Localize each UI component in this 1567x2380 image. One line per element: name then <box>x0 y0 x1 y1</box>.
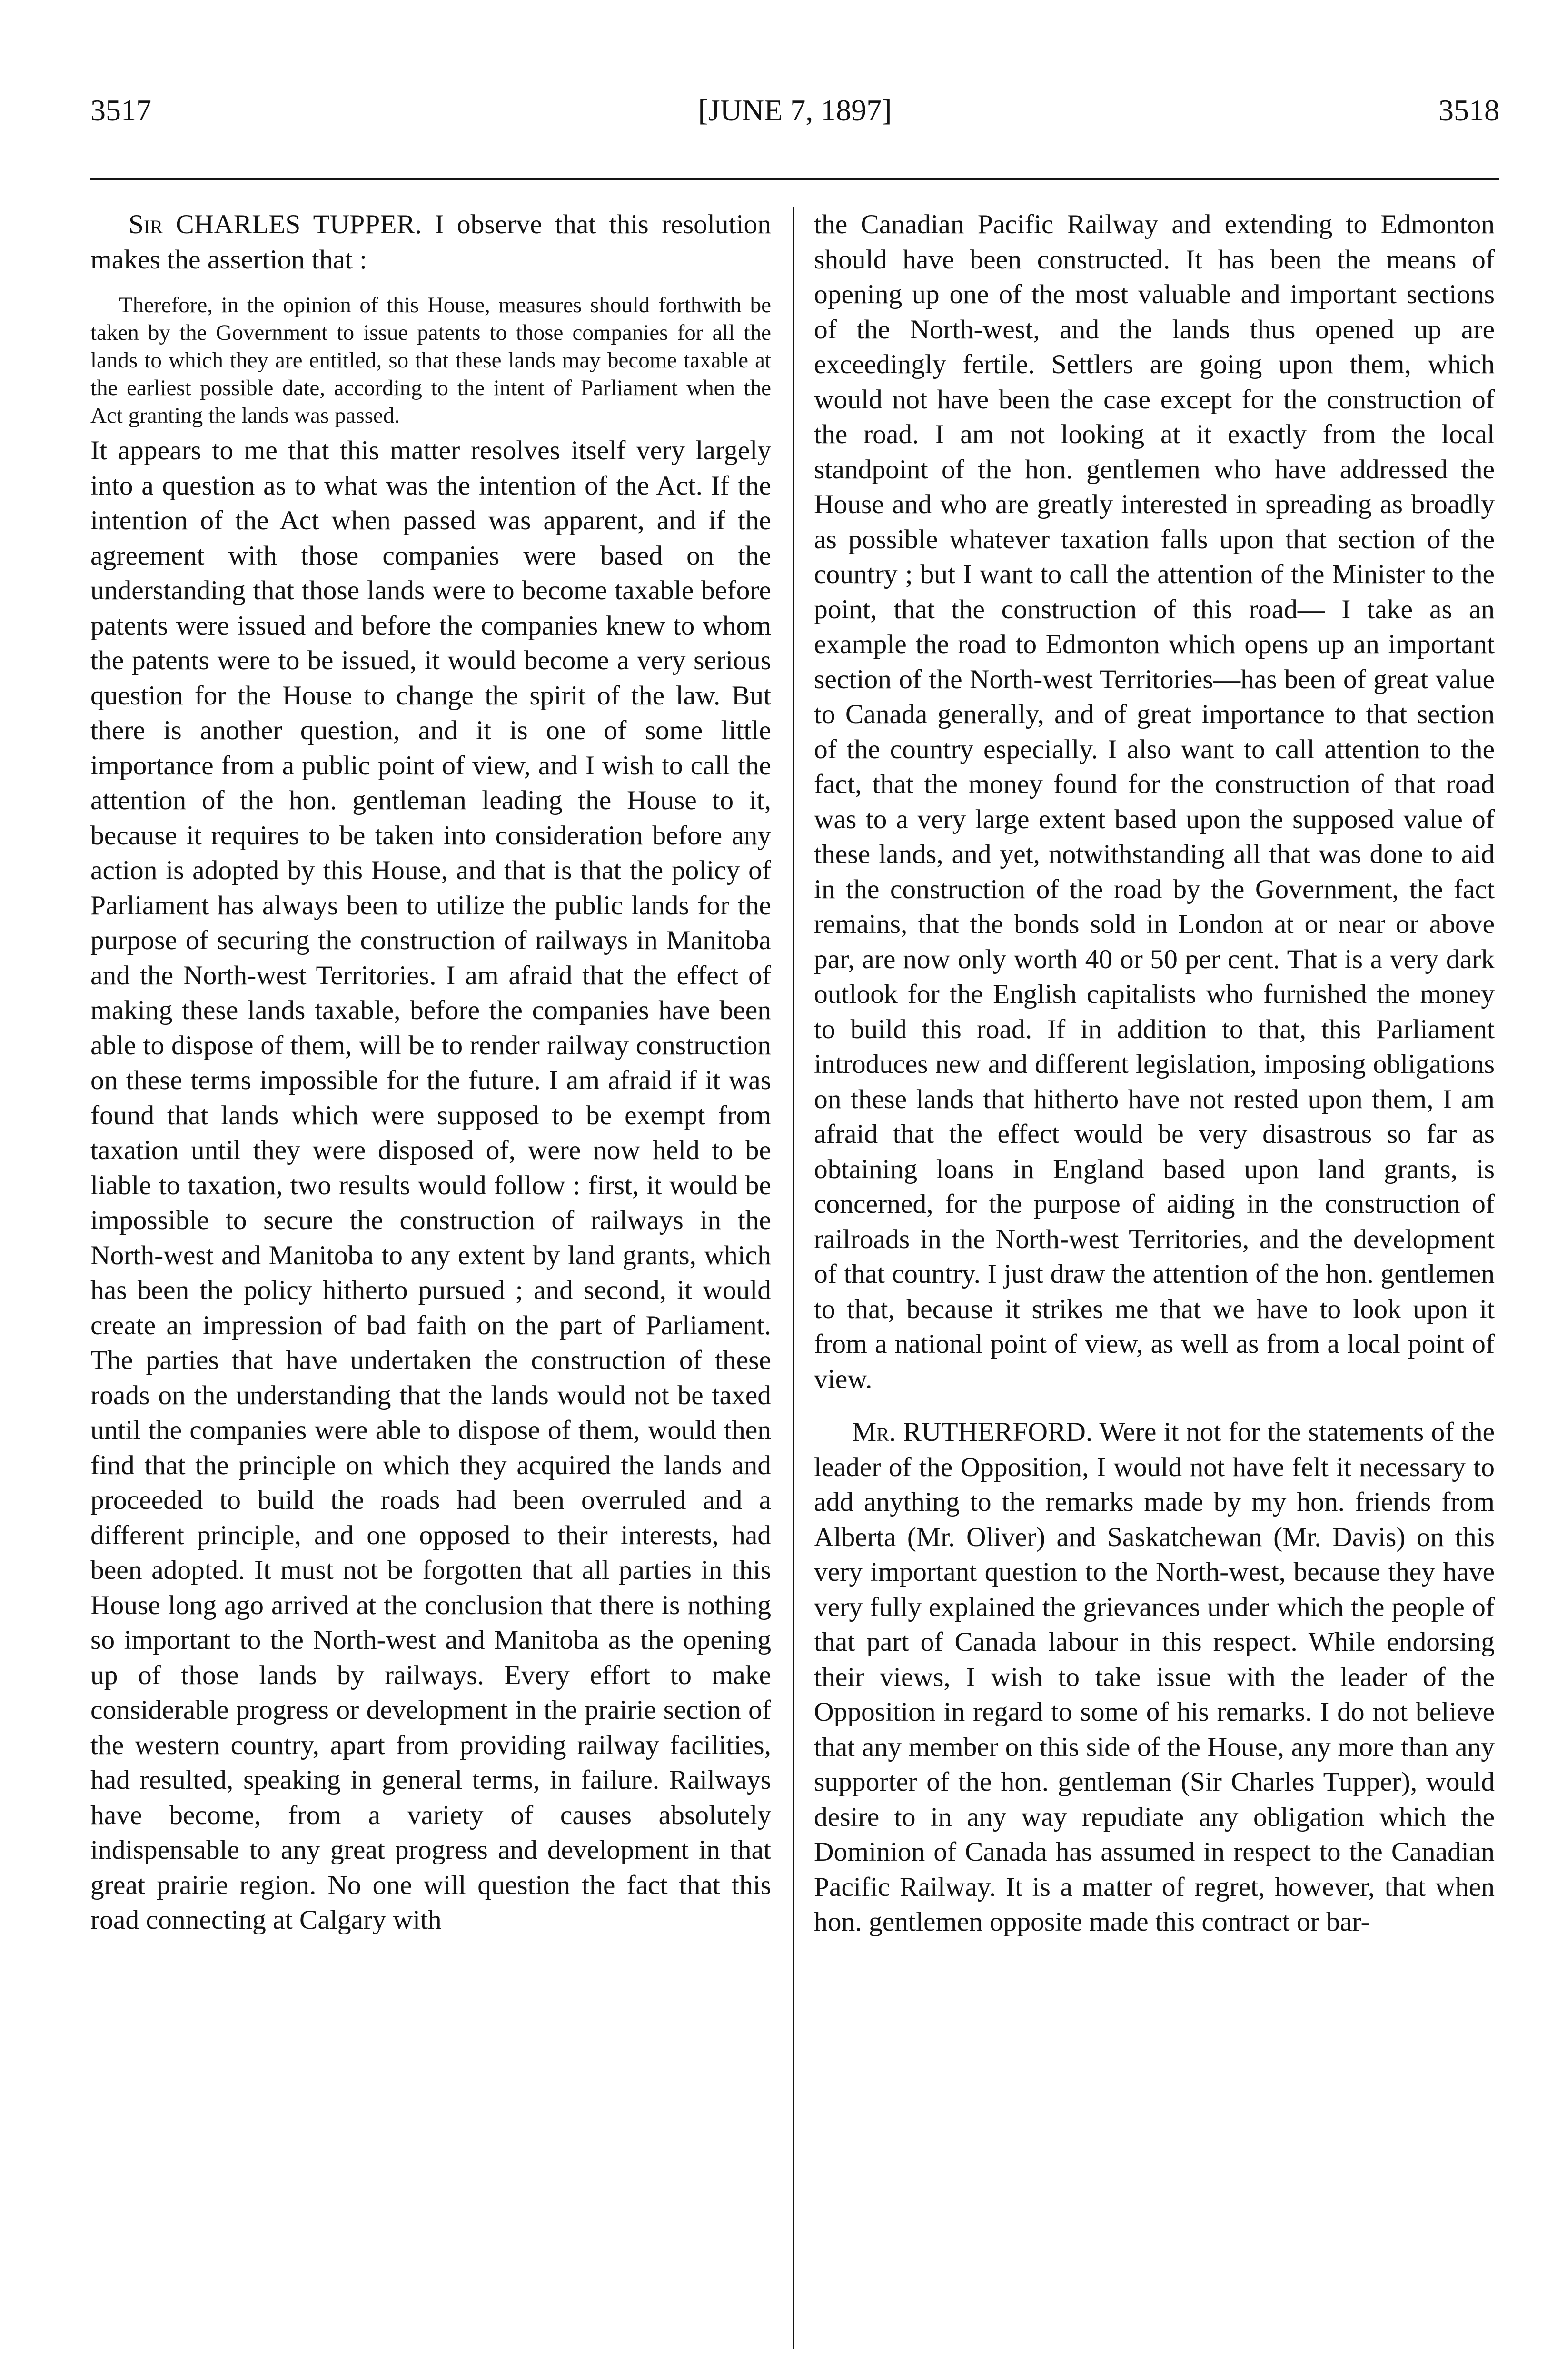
column-divider <box>793 207 794 2349</box>
paragraph-text: Were it not for the statements of the leader of the Opposition, I would not have felt it necessary to add anything to the remarks made by my hon. friends from Alberta (Mr. Oliver) and Saskatchewan (Mr. Davis) on this very important question to the North-west, because they have very fully explained the grievances under which the people of that part of Canada labour in this respect. While endorsing their views, I wish to take issue with the leader of the Opposition in regard to some of his remarks. I do not believe that any member on this side of the House, any more than any supporter of the hon. gentleman (Sir Charles Tupper), would desire to in any way repudiate any obligation which the Dominion of Canada has assumed in respect to the Canadian Pacific Railway. It is a matter of regret, however, that when hon. gentlemen opposite made this contract or bar- <box>814 1417 1495 1937</box>
text-columns <box>90 207 1499 2349</box>
page-number-left: 3517 <box>90 93 151 127</box>
page-number-right: 3518 <box>1438 93 1499 127</box>
paragraph-text: I observe that this resolution makes the assertion that : <box>90 209 771 275</box>
tupper-continued-paragraph: the Canadian Pacific Railway and extending to Edmonton should have been constructed. It has been the means of opening up one of the most valuable and important sections of the North-west, and the lands thus opened up are exceedingly fertile. Settlers are going upon them, which would not have been the case except for the construction of the road. I am not looking at it exactly from the local standpoint of the hon. gentlemen who have addressed the House and who are greatly interested in spreading as broadly as possible whatever taxation falls upon that section of the country ; but I want to call the attention of the Minister to the point, that the construction of this road— I take as an example the road to Edmonton which opens up an important section of the North-west Territories—has been of great value to Canada generally, and of great importance to that section of the country especially. I also want to call attention to the fact, that the money found for the construction of that road was to a very large extent based upon the supposed value of these lands, and yet, notwithstanding all that was done to aid in the construction of the road by the Government, the fact remains, that the bonds sold in London at or near or above par, are now only worth 40 or 50 per cent. That is a very dark outlook for the English capitalists who furnished the money to build this road. If in addition to that, this Parliament introduces new and different legislation, imposing obligations on these lands that hitherto have not rested upon them, I am afraid that the effect would be very disastrous so far as obtaining loans in England based upon land grants, is concerned, for the purpose of aiding in the construction of railroads in the North-west Territories, and the development of that country. I just draw the attention of the hon. gentlemen to that, because it strikes me that we have to look upon it from a national point of view, as well as from a local point of view. <box>814 209 1495 1394</box>
right-column <box>814 207 1495 2349</box>
tupper-intro-paragraph <box>90 207 771 277</box>
speaker-name: Sir CHARLES TUPPER. <box>129 209 422 239</box>
header-date: [JUNE 7, 1897] <box>698 93 892 127</box>
rutherford-paragraph <box>814 1415 1495 1940</box>
left-column <box>90 207 771 2349</box>
hansard-page <box>90 93 1499 2359</box>
resolution-quote: Therefore, in the opinion of this House, measures should forthwith be taken by the Government to issue patents to those companies for all the lands to which they are entitled, so that these lands may become taxable at the earliest possible date, according to the intent of Parliament when the Act granting the lands was passed. <box>90 293 771 428</box>
tupper-body-paragraph: It appears to me that this matter resolves itself very largely into a question as to what was the intention of the Act. If the intention of the Act when passed was apparent, and if the agreement with those companies were based on the understanding that those lands were to become taxable before patents were issued and before the companies knew to whom the patents were to be issued, it would become a very serious question for the House to change the spirit of the law. But there is another question, and it is one of some little importance from a public point of view, and I wish to call the attention of the hon. gentleman leading the House to it, because it requires to be taken into consideration before any action is adopted by this House, and that is that the policy of Parliament has always been to utilize the public lands for the purpose of securing the construction of railways in Manitoba and the North-west Territories. I am afraid that the effect of making these lands taxable, before the companies have been able to dispose of them, will be to render railway construction on these terms impossible for the future. I am afraid if it was found that lands which were supposed to be exempt from taxation until they were disposed of, were now held to be liable to taxation, two results would follow : first, it would be impossible to secure the construction of railways in the North-west and Manitoba to any extent by land grants, which has been the policy hitherto pursued ; and second, it would create an impression of bad faith on the part of Parliament. The parties that have undertaken the construction of these roads on the understanding that the lands would not be taxed until the companies were able to dispose of them, would then find that the principle on which they acquired the lands and proceeded to build the roads had been overruled and a different principle, and one opposed to their interests, had been adopted. It must not be forgotten that all parties in this House long ago arrived at the conclusion that there is nothing so important to the North-west and Manitoba as the opening up of those lands by railways. Every effort to make considerable progress or development in the prairie section of the western country, apart from providing railway facilities, had resulted, speaking in general terms, in failure. Railways have become, from a variety of causes absolutely indispensable to any great progress and development in that great prairie region. No one will question the fact that this road connecting at Calgary with <box>90 436 771 1935</box>
page-header <box>90 93 1499 145</box>
speaker-name: Mr. RUTHERFORD. <box>852 1417 1093 1447</box>
header-rule <box>90 178 1499 180</box>
